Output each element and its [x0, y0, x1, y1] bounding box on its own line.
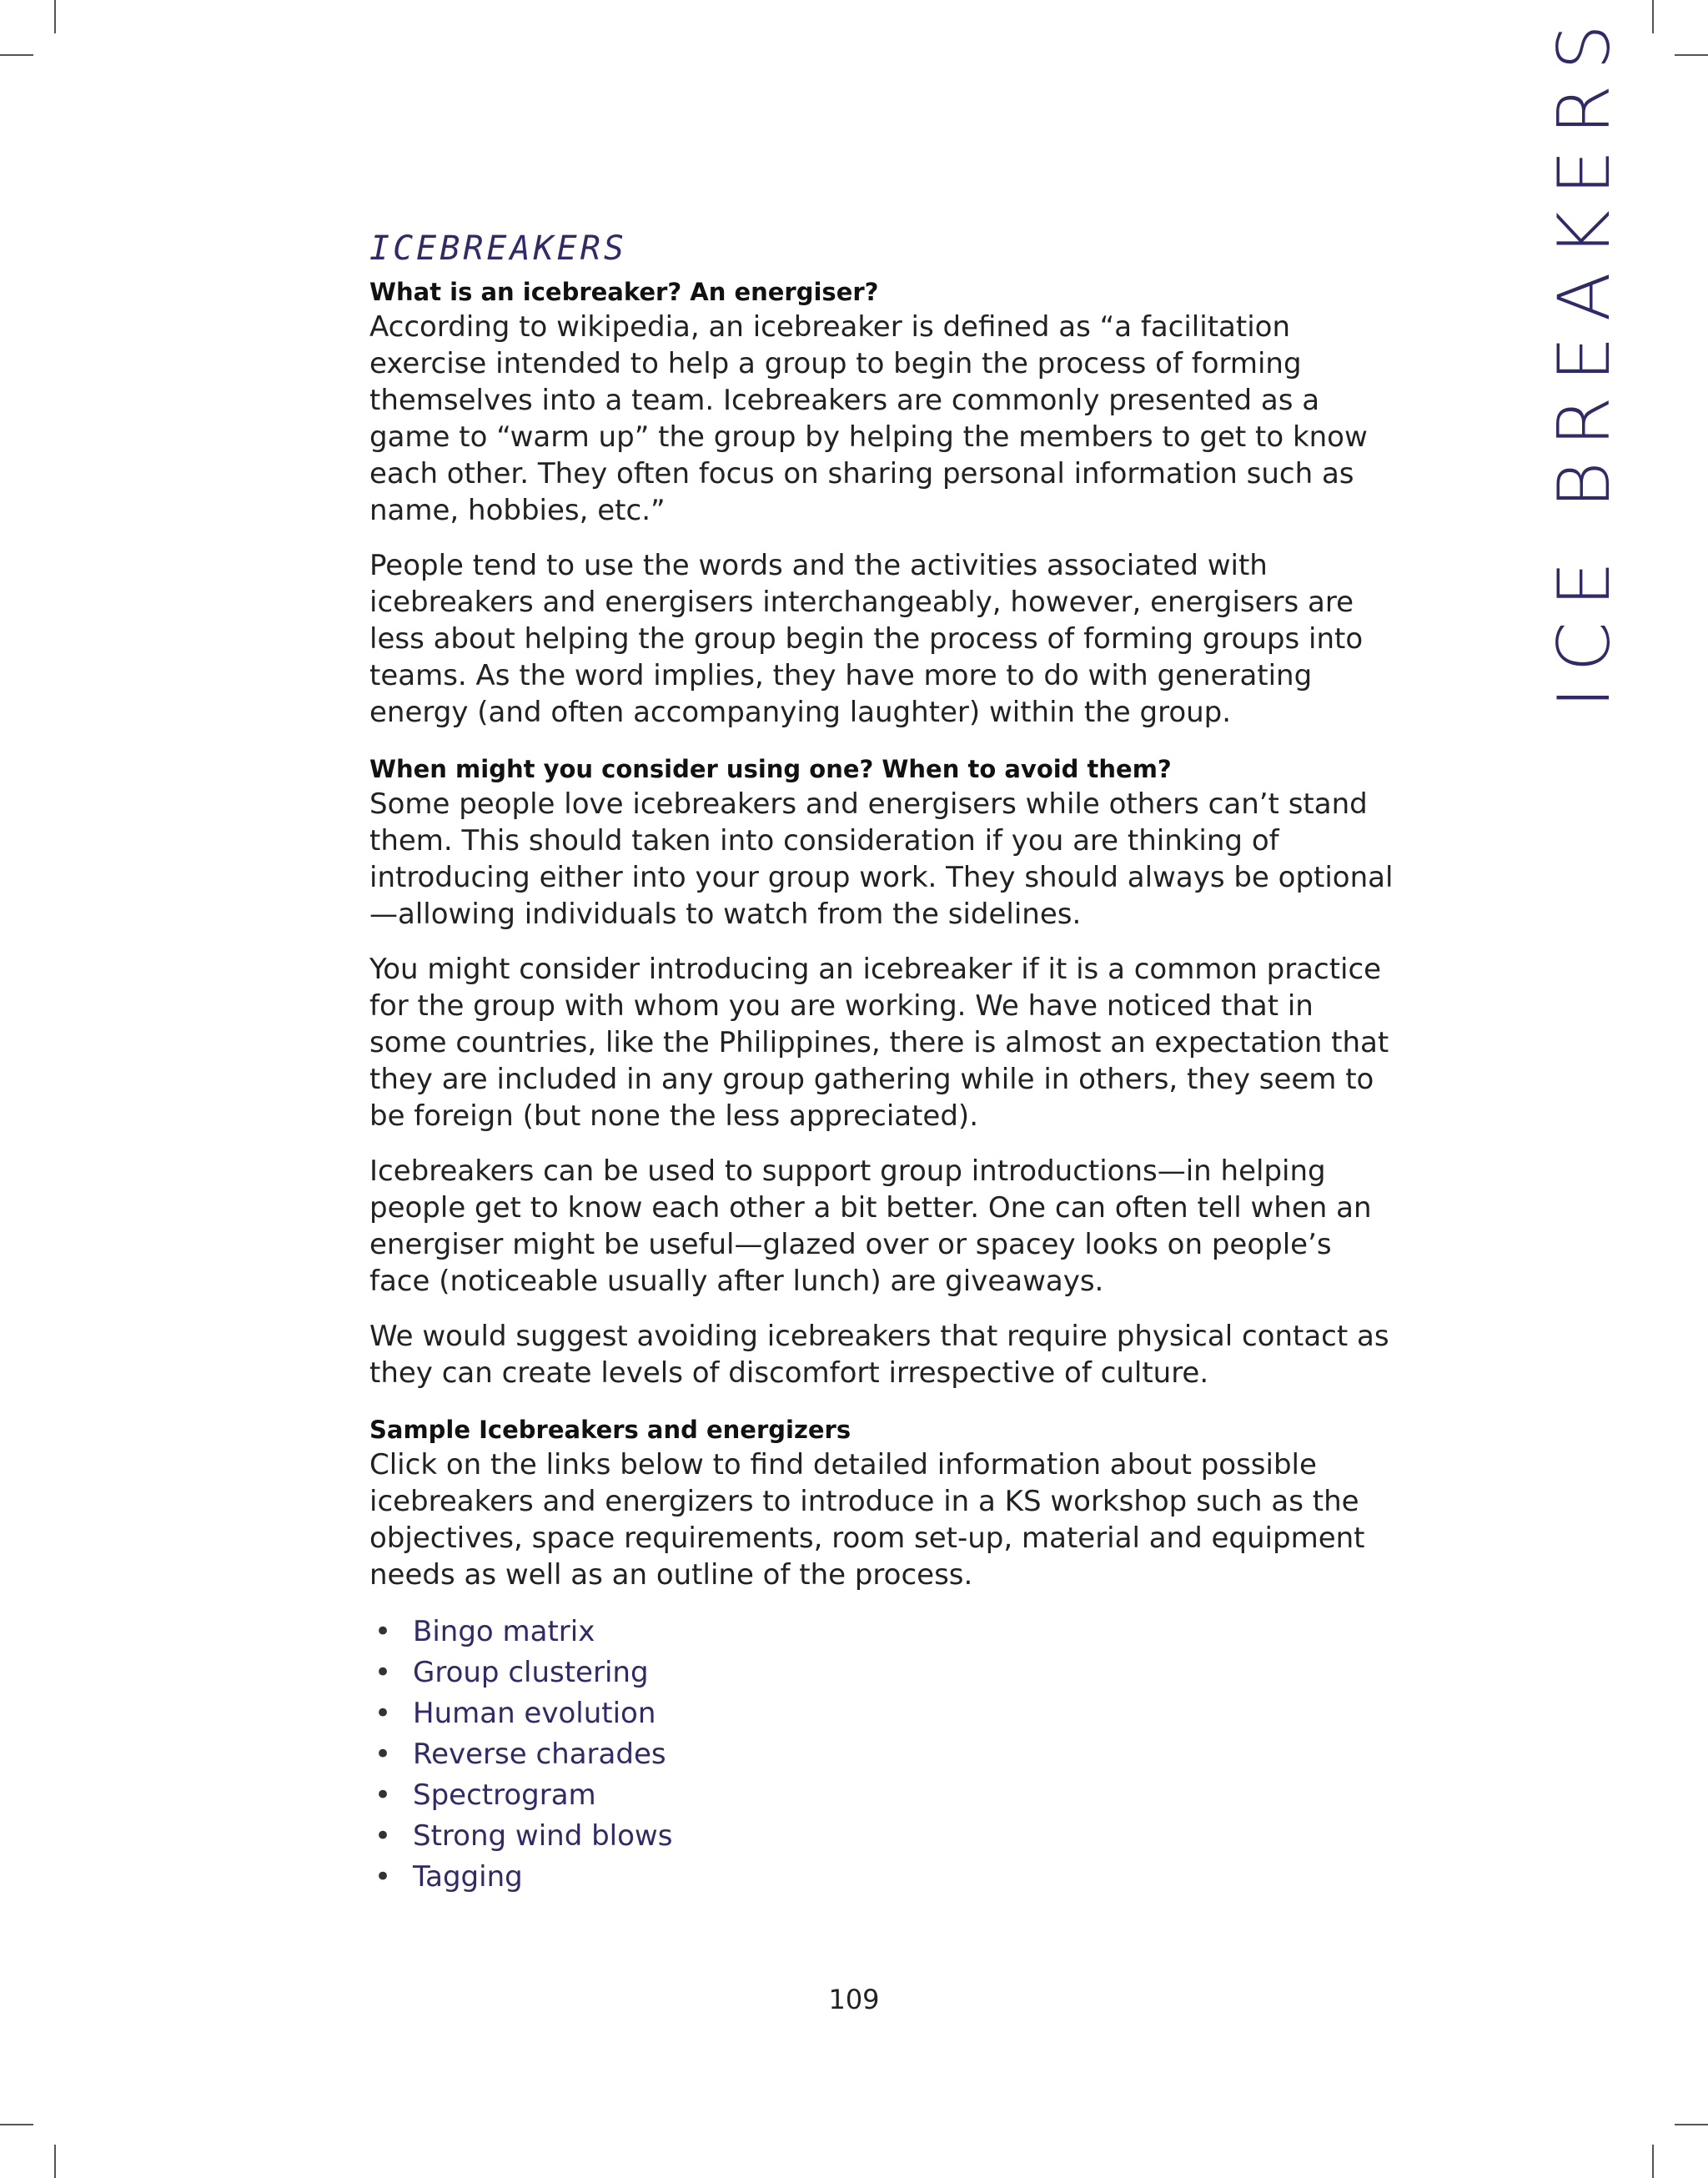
- bullet-icon: •: [374, 1697, 392, 1730]
- bullet-icon: •: [374, 1656, 392, 1689]
- link-strong-wind-blows[interactable]: Strong wind blows: [413, 1819, 673, 1853]
- paragraph: We would suggest avoiding icebreakers that require physical contact as they can create levels of discomfort irrespective of culture.: [369, 1320, 1389, 1390]
- crop-mark: [1652, 0, 1654, 33]
- bullet-icon: •: [374, 1819, 392, 1853]
- crop-mark: [0, 54, 33, 56]
- list-item: [369, 1693, 1395, 1734]
- list-item: [369, 1612, 1395, 1652]
- list-item: [369, 1734, 1395, 1775]
- crop-mark: [54, 2145, 56, 2178]
- link-reverse-charades[interactable]: Reverse charades: [413, 1738, 666, 1771]
- heading-when-to-use: When might you consider using one? When to avoid them?: [369, 755, 1172, 783]
- crop-mark: [54, 0, 56, 33]
- list-item: [369, 1816, 1395, 1857]
- bullet-icon: •: [374, 1860, 392, 1894]
- page-content: [369, 225, 1395, 1898]
- list-item: [369, 1857, 1395, 1898]
- list-item: [369, 1652, 1395, 1693]
- bullet-icon: •: [374, 1738, 392, 1771]
- link-bingo-matrix[interactable]: Bingo matrix: [413, 1615, 595, 1648]
- vertical-chapter-title: ICE BREAKERS: [1543, 9, 1626, 708]
- bullet-icon: •: [374, 1615, 392, 1648]
- link-group-clustering[interactable]: Group clustering: [413, 1656, 649, 1689]
- crop-mark: [1675, 2124, 1708, 2125]
- crop-mark: [1675, 54, 1708, 56]
- page-number: 109: [828, 1984, 880, 2015]
- crop-mark: [0, 2124, 33, 2125]
- paragraph: According to wikipedia, an icebreaker is defined as “a facilitation exercise intended to help a group to begin the process of forming themselves into a team. Icebreakers are commonly presented as a game to “warm up” the group by helping the members to get to know each other. They often focus on sharing personal information such as name, hobbies, etc.”: [369, 310, 1368, 527]
- link-tagging[interactable]: Tagging: [413, 1860, 523, 1894]
- paragraph: People tend to use the words and the activities associated with icebreakers and energisers interchangeably, however, energisers are less about helping the group begin the process of forming groups into teams. As the word implies, they have more to do with generating energy (and often accompanying laughter) within the group.: [369, 549, 1364, 729]
- link-spectrogram[interactable]: Spectrogram: [413, 1778, 596, 1812]
- crop-mark: [1652, 2145, 1654, 2178]
- paragraph: Some people love icebreakers and energisers while others can’t stand them. This should taken into consideration if you are thinking of introducing either into your group work. They should always be optional—allowing individuals to watch from the sidelines.: [369, 787, 1394, 931]
- heading-samples: Sample Icebreakers and energizers: [369, 1416, 851, 1444]
- link-human-evolution[interactable]: Human evolution: [413, 1697, 656, 1730]
- bullet-icon: •: [374, 1778, 392, 1812]
- heading-what-is: What is an icebreaker? An energiser?: [369, 278, 879, 306]
- paragraph: Click on the links below to find detailed information about possible icebreakers and energizers to introduce in a KS workshop such as the objectives, space requirements, room set-up, material and equipment needs as well as an outline of the process.: [369, 1448, 1365, 1592]
- paragraph: You might consider introducing an icebreaker if it is a common practice for the group with whom you are working. We have noticed that in some countries, like the Philippines, there is almost an expectation that they are included in any group gathering while in others, they seem to be foreign (but none the less appreciated).: [369, 953, 1389, 1133]
- paragraph: Icebreakers can be used to support group introductions—in helping people get to know each other a bit better. One can often tell when an energiser might be useful—glazed over or spacey looks on people’s face (noticeable usually after lunch) are giveaways.: [369, 1154, 1372, 1298]
- section-title: ICEBREAKERS: [369, 229, 627, 268]
- icebreaker-link-list: [369, 1612, 1395, 1898]
- list-item: [369, 1775, 1395, 1816]
